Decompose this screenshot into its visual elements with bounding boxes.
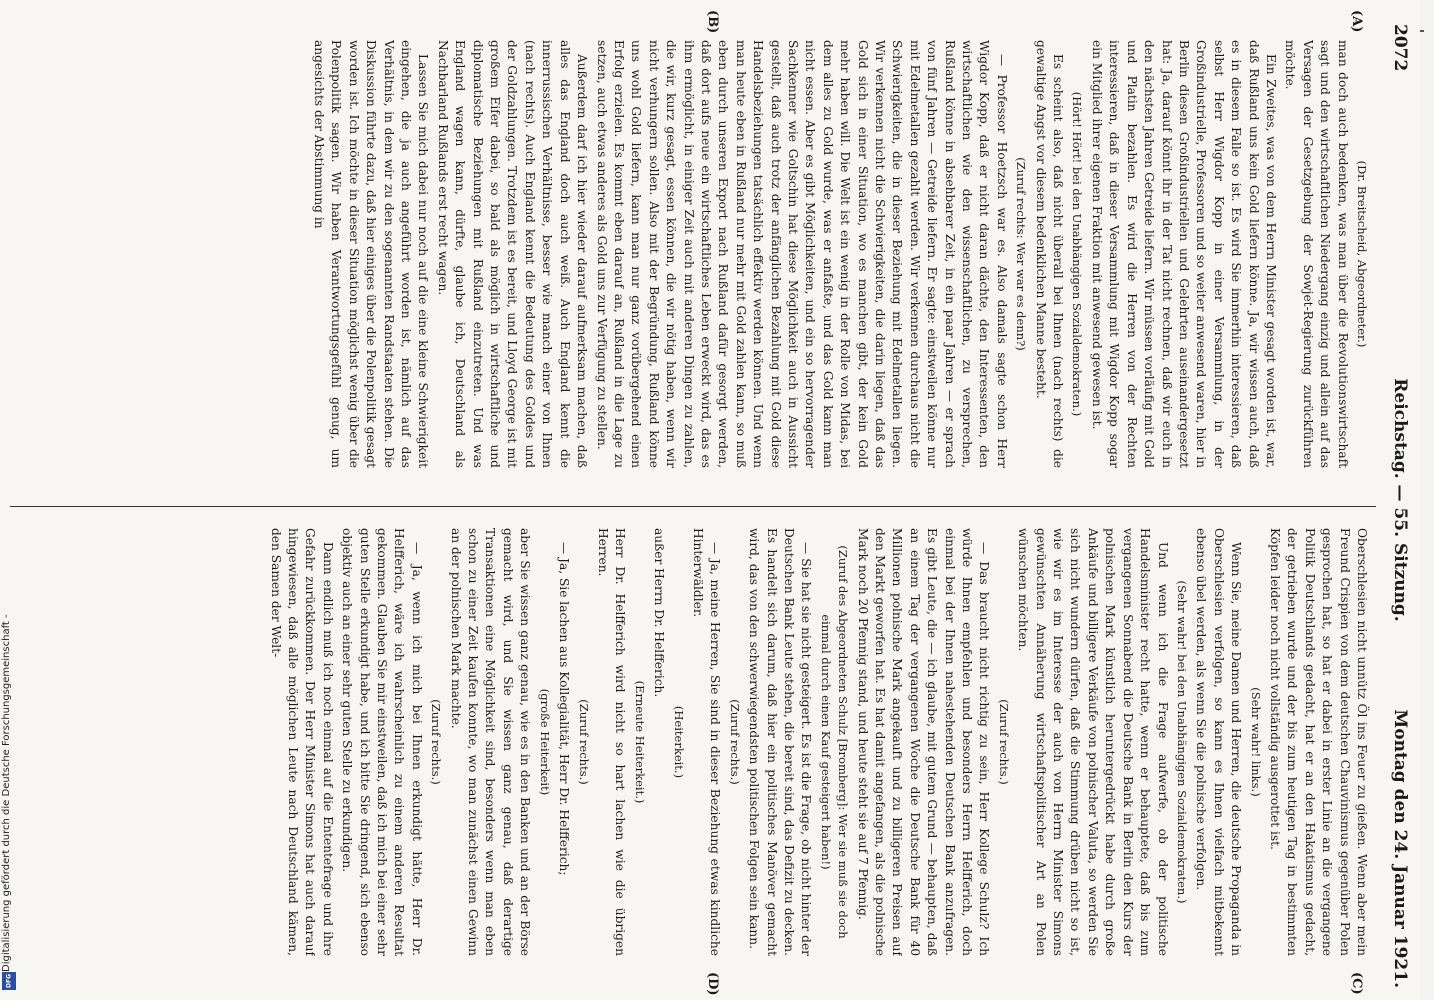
interjection: (große Heiterkeit) [537,688,552,796]
page-number: 2072 [1390,24,1410,72]
interjection: (Zuruf rechts.) [727,699,742,785]
left-column [12,40,1370,468]
paragraph: Lassen Sie mich dabei nur noch auf die eine kleine Schwierigkeit eingehen, die ja auch angeführt worden ist, nämlich auf das Verhältnis, in dem wir zu den sogenannten Randstaaten stehen. Die Diskussion führte dazu, daß hier einiges über die Polenpolitik gesagt worden ist. Ich möchte in dieser Situation möglichst wenig über die Polenpolitik sagen. Wir haben Verantwortungsgefühl genug, um angesichts der Abstimmung in [312,40,431,468]
interjection: (Zuruf rechts.) [429,699,444,785]
interjection: (Zuruf rechts: Wer war es denn?) [1014,157,1029,351]
margin-marker-c: (C) [1349,972,1364,995]
paragraph: Dann endlich muß ich noch einmal auf die Ententefrage und ihre Gefahr zurückkommen. Der Herr Minister Simons hat auch darauf hingewiesen, daß alle möglichen Leute nach Deutschland kämen, den Samen der Welt- [268,528,335,956]
paragraph: Wenn Sie, meine Damen und Herren, die deutsche Propaganda in Oberschlesien verfolgen, so kann es Ihnen vielfach mitbekennt ebenso übel werden, als wenn Sie die polnische verfolgen. [1194,528,1244,956]
right-column [12,528,1370,956]
interjection: (Sehr wahr! links.) [1248,687,1263,797]
paragraph: Herr Dr. Helfferich wird nicht so hart lachen wie die übrigen Herren. [595,528,628,956]
header-title: Reichstag. — 55. Sitzung. [1390,378,1410,622]
paragraph: Ein Zweites, was von dem Herrn Minister gesagt worden ist, war, daß Rußland uns kein Gold liefern könne. Ja, wir wissen auch, daß es in diesem Falle so ist. Es wird Sie immerhin interessieren, daß selbst Herr Wigdor Kopp in einer Versammlung, in der Großindustrielle, Professoren und so weiter anwesend waren, hier in Berlin diesen Großindustriellen und Gelehrten auseinandergesetzt hat: Ja, darauf könnt ihr in der Tat nicht rechnen, daß wir euch in den nächsten Jahren Getreide liefern. Wir müssen vorläufig mit Gold und Platin bezahlen. Es wird die Herren von der Rechten interessieren, daß in dieser Versammlung mit Wigdor Kopp sogar ein Mitglied ihrer eigenen Fraktion mit anwesend gewesen ist. [1089,40,1278,468]
column-divider [10,506,1376,507]
paragraph: Es scheint also, daß nicht überall bei Ihnen (nach rechts) die gewaltige Angst vor diesem bedenklichen Manne besteht. [1033,40,1066,468]
header-date: Montag den 24. Januar 1921. [1390,709,1410,988]
interjection: (Zuruf rechts.) [996,699,1011,785]
digitization-credit [1,594,19,994]
dfg-logo: DFG [2,972,16,990]
paragraph: Außerdem darf ich hier wieder darauf aufmerksam machen, daß alles das England doch auch weiß. Auch England kennt die innerrussischen Verhältnisse, besser wie manch einer von Ihnen (nach rechts). Auch England kennt die Bedeutung des Goldes und der Goldzahlungen. Trotzdem ist es bereit, und Lloyd George ist mit großem Eifer dabei, so bald als möglich in wirtschaftliche und diplomatische Beziehungen mit Rußland einzutreten. Und was England wagen kann, dürfte, glaube ich, Deutschland als Nachbarland Rußlands erst recht wagen. [435,40,590,468]
paragraph: außer Herrn Dr. Helfferich. [652,528,667,698]
running-header [1384,0,1416,1000]
paragraph: — Ja, meine Herren, Sie sind in dieser Beziehung etwas kindliche Hinterwäldler. [690,528,723,956]
paragraph: Und wenn ich die Frage aufwerfe, ob der politische Handelsminister recht hatte, wenn er behauptete, daß bis zum vergangenen Sonnabend die Deutsche Bank in Berlin den Kurs der polnischen Mark künstlich heruntergedrückt habe durch große Ankäufe und billigere Verkäufe von polnischer Valuta, so werden Sie sich nicht wundern dürfen, daß die Stimmung drüben nicht so ist, wie wir es im Interesse der auch von Herrn Minister Simons gewünschten Annäherung wirtschaftspolitischer Art an Polen wünschen möchten. [1016,528,1170,956]
paragraph: — Professor Hoetzsch war es. Also damals sagte schon Herr Wigdor Kopp, daß er nicht daran dächte, den Interessenten, den wirtschaftlichen wie den wissenschaftlichen, zu versprechen, Rußland könne in absehbarer Zeit, in ein paar Jahren — er sprach von fünf Jahren — Getreide liefern. Er sagte: einstweilen könne nur mit Edelmetallen gezahlt werden. Wir verkennen durchaus nicht die Schwierigkeiten, die in dieser Beziehung mit Edelmetallen liegen. Wir verkennen nicht die Schwierigkeiten, die darin liegen, daß das Gold sich in einer Situation, wo es manchen gibt, der kein Gold mehr haben will. Die Welt ist ein wenig in der Rolle von Midas, bei dem alles zu Gold wurde, was er anfaßte, und das Gold kann man nicht essen. Aber es gibt Möglichkeiten, und ein so hervorragender Sachkenner wie Goltschin hat diese Möglichkeit auch in Aussicht gestellt, daß auch trotz der anfänglichen Bezahlung mit Gold diese Handelsbeziehungen tatsächlich effektiv werden können. Und wenn man heute eben in Rußland nur mehr mit Gold zahlen kann, so muß eben durch unseren Export nach Rußland dafür gesorgt werden, daß dort aufs neue ein wirtschaftliches Leben erweckt wird, das es ihm ermöglicht, in einiger Zeit auch mit anderen Dingen zu zahlen, die wir, kurz gesagt, essen können, die wir nötig haben, wenn wir nicht verhungern sollen. Also mit der Begründung, Rußland könne uns wohl Gold liefern, kann man nur ganz vorübergehend einen Erfolg erzielen. Es kommt eben darauf an, Rußland in die Lage zu setzen, auch etwas anderes als Gold uns zur Verfügung zu stellen. [594,40,1009,468]
paragraph: man doch auch bedenken, was man über die Revolutionswirtschaft sagt und den wirtschaftlichen Niedergang einzig und allein auf das Versagen der Gesetzgebung der Sowjet-Regierung zurückführen möchte. [1283,40,1350,468]
margin-marker-d: (D) [705,972,720,996]
interjection: (Zuruf des Abgeordneten Schulz [Bromberg]: Wer sie muß sie doch einmal durch einen Kauf gesteigert haben!) [818,545,851,939]
interjection: (Sehr wahr! bei den Unabhängigen Sozialdemokraten.) [1174,580,1189,904]
paragraph: — Sie hat sie nicht gesteigert. Es ist die Frage, ob nicht hinter der Deutschen Bank Leute stehen, die bereit sind, das Defizit zu decken. Es handelt sich darum, daß hier ein politisches Manöver gemacht wird, das von den schwerwiegendsten politischen Folgen sein kann. [747,528,814,956]
interjection: (Heiterkeit.) [671,705,686,779]
interjection: (Hört! Hört! bei den Unabhängigen Sozialdemokraten.) [1070,91,1085,417]
paragraph: — Ja, Sie lachen aus Kollegialität, Herr Dr. Helfferich; [557,542,572,876]
interjection: (Zuruf rechts.) [576,699,591,785]
speaker-line: (Dr. Breitscheid, Abgeordneter.) [1355,160,1369,348]
interjection: (Erneute Heiterkeit.) [632,680,647,804]
margin-marker-a: (A) [1349,10,1364,33]
paragraph: aber Sie wissen ganz genau, wie es in den Banken und an der Börse gemacht wird, und Sie wissen ganz genau, daß derartige Transaktionen eine Möglichkeit sind, besonders wenn man eben schon zu einer Zeit kaufen konnte, wo man zunächst einen Gewinn an der polnischen Mark machte. [448,528,533,956]
paragraph: — Ja, wenn ich mich bei Ihnen erkundigt hätte, Herr Dr. Helfferich, wäre ich wahrscheinlich zu einem anderen Resultat gekommen. Glauben Sie mir einstweilen, daß ich mich bei einer sehr guten Stelle erkundigt habe, und ich bitte Sie dringend, sich ebenso objektiv auch an einer sehr guten Stelle zu erkundigen. [340,528,424,956]
paragraph: — Das braucht nicht richtig zu sein, Herr Kollege Schulz? Ich würde Ihnen empfehlen und besonders Herrn Helfferich, doch einmal bei der Ihnen nahestehenden Deutschen Bank anzufragen. Es gibt Leute, die — ich glaube, mit gutem Grund — behaupten, daß an einem Tag der vergangenen Woche die Deutsche Bank für 40 Millionen polnische Mark angekauft und zu billigeren Preisen auf den Markt geworfen hat. Es hat damit angefangen, als die polnische Mark noch 20 Pfennig stand, und heute steht sie auf 7 Pfennig. [855,528,992,956]
credit-text: Digitalisierung gefördert durch die Deutsche Forschungsgemeinschaft - [1,614,12,972]
paragraph: Oberschlesien nicht unnütz Öl ins Feuer zu gießen. Wenn aber mein Freund Crispien von dem deutschen Chauvinismus gegenüber Polen gesprochen hat, so hat er dabei in erster Linie an die vergangene Politik Deutschlands gedacht, hat er an den Hakatismus gedacht, der getrieben wurde und der bis zum heutigen Tag in bestimmten Köpfen leider noch nicht vollständig ausgerottet ist. [1267,528,1369,956]
margin-marker-b: (B) [705,10,720,34]
